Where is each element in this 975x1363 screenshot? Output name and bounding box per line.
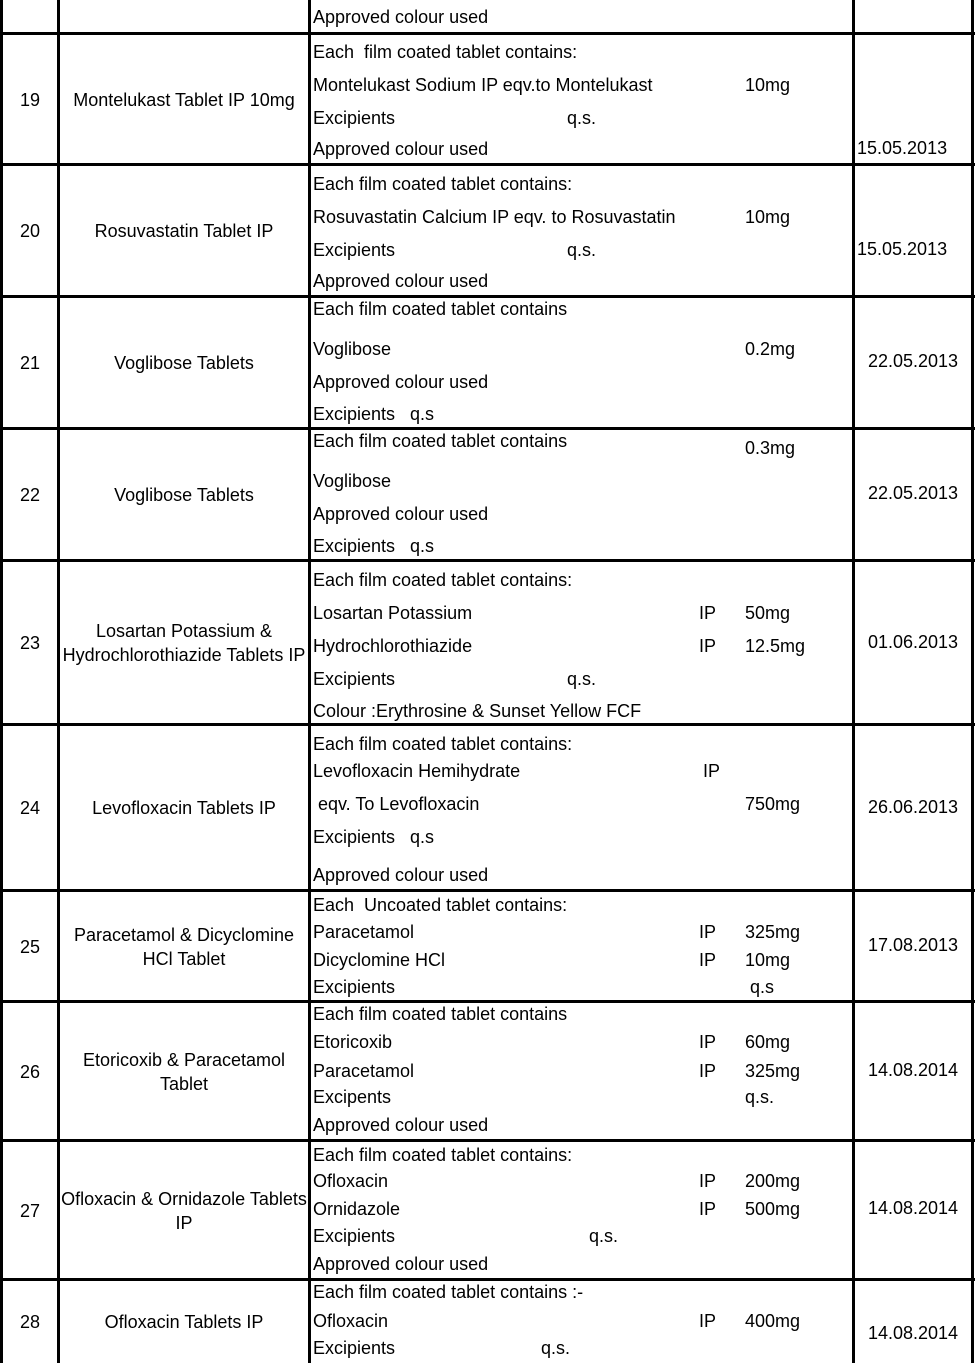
approval-date: 15.05.2013: [857, 239, 948, 259]
strength-value: q.s: [750, 977, 775, 997]
product-name: Rosuvastatin Tablet IP: [94, 221, 274, 241]
product-name: Levofloxacin Tablets IP: [92, 798, 276, 818]
pharmacopoeia-mark: IP: [699, 1032, 717, 1052]
composition-line: Each film coated tablet contains:: [313, 1145, 573, 1165]
composition-line: Excipients: [313, 977, 396, 997]
approval-date: 15.05.2013: [857, 138, 948, 158]
serial-number: 25: [19, 936, 41, 957]
quantity-sufficient: q.s.: [567, 240, 597, 260]
product-name: Etoricoxib & Paracetamol Tablet: [82, 1049, 286, 1094]
composition-line: Excipients q.s: [313, 536, 435, 556]
composition-line: Excipients q.s: [313, 404, 435, 424]
composition-line: Paracetamol: [313, 1061, 415, 1081]
serial-number: 28: [19, 1312, 41, 1332]
strength-value: 12.5mg: [745, 636, 806, 656]
table-border: [971, 0, 974, 1363]
approval-date: 14.08.2014: [867, 1323, 959, 1343]
composition-line: Voglibose: [313, 339, 392, 359]
serial-number: 20: [19, 221, 41, 241]
composition-line: Paracetamol: [313, 922, 415, 942]
serial-number: 24: [19, 798, 41, 818]
pharmacopoeia-mark: IP: [699, 950, 717, 970]
product-name: Ofloxacin & Ornidazole Tablets IP: [61, 1188, 307, 1233]
composition-line: Hydrochlorothiazide: [313, 636, 473, 656]
composition-line: Approved colour used: [313, 865, 489, 885]
pharmacopoeia-mark: IP: [699, 1171, 717, 1191]
serial-number: 26: [19, 1061, 41, 1082]
pharmacopoeia-mark: IP: [699, 603, 717, 623]
composition-line: Each film coated tablet contains: [313, 299, 568, 319]
strength-value: 0.3mg: [745, 438, 796, 458]
serial-number: 23: [19, 633, 41, 653]
composition-line: Excipients: [313, 108, 396, 128]
quantity-sufficient: q.s.: [567, 108, 597, 128]
strength-value: 50mg: [745, 603, 791, 623]
composition-line: Excipients: [313, 669, 396, 689]
pharmacopoeia-mark: IP: [703, 761, 721, 781]
product-name: Paracetamol & Dicyclomine HCl Tablet: [73, 924, 295, 969]
composition-line: Approved colour used: [313, 1115, 489, 1135]
composition-line: Losartan Potassium: [313, 603, 473, 623]
composition-line: Rosuvastatin Calcium IP eqv. to Rosuvastatin: [313, 207, 676, 227]
composition-line: Each film coated tablet contains: [313, 431, 568, 451]
composition-line: Ornidazole: [313, 1199, 401, 1219]
composition-line: Dicyclomine HCl: [313, 950, 446, 970]
composition-line: Etoricoxib: [313, 1032, 393, 1052]
approval-date: 01.06.2013: [867, 632, 959, 652]
composition-line: eqv. To Levofloxacin: [313, 794, 480, 814]
composition-line: Approved colour used: [313, 139, 489, 159]
composition-line: Approved colour used: [313, 271, 489, 291]
composition-line: Voglibose: [313, 471, 392, 491]
approval-date: 22.05.2013: [867, 351, 959, 371]
composition-line: Each Uncoated tablet contains:: [313, 895, 568, 915]
approval-date: 14.08.2014: [867, 1060, 959, 1080]
strength-value: q.s.: [745, 1087, 775, 1107]
strength-value: 10mg: [745, 207, 791, 227]
product-name: Montelukast Tablet IP 10mg: [73, 89, 295, 110]
product-name: Ofloxacin Tablets IP: [104, 1312, 264, 1332]
strength-value: 400mg: [745, 1311, 801, 1331]
pharmacopoeia-mark: IP: [699, 1061, 717, 1081]
strength-value: 325mg: [745, 922, 801, 942]
product-name: Voglibose Tablets: [114, 353, 254, 373]
composition-line: Each film coated tablet contains:: [313, 42, 578, 62]
product-name: Losartan Potassium & Hydrochlorothiazide Tablets IP: [62, 621, 306, 665]
composition-line: Approved colour used: [313, 1254, 489, 1274]
composition-line: Ofloxacin: [313, 1171, 389, 1191]
quantity-sufficient: q.s.: [567, 669, 597, 689]
composition-line: Excipients: [313, 240, 396, 260]
approval-date: 22.05.2013: [867, 483, 959, 503]
composition-line: Excipients: [313, 1338, 396, 1358]
approval-date: 26.06.2013: [867, 797, 959, 817]
composition-line: Each film coated tablet contains: [313, 1004, 568, 1024]
product-name: Voglibose Tablets: [114, 485, 254, 505]
composition-line: Excipients q.s: [313, 827, 435, 847]
pharmacopoeia-mark: IP: [699, 1311, 717, 1331]
strength-value: 10mg: [745, 950, 791, 970]
pharmacopoeia-mark: IP: [699, 922, 717, 942]
serial-number: 27: [19, 1200, 41, 1221]
composition-line: Excipents: [313, 1087, 392, 1107]
composition-line: Montelukast Sodium IP eqv.to Montelukast: [313, 75, 653, 95]
pharmacopoeia-mark: IP: [699, 1199, 717, 1219]
approval-date: 14.08.2014: [867, 1198, 959, 1218]
composition-line: Ofloxacin: [313, 1311, 389, 1331]
quantity-sufficient: q.s.: [589, 1226, 619, 1246]
strength-value: 0.2mg: [745, 339, 796, 359]
composition-line: Approved colour used: [313, 7, 489, 27]
quantity-sufficient: q.s.: [541, 1338, 571, 1358]
strength-value: 325mg: [745, 1061, 801, 1081]
pharmacopoeia-mark: IP: [699, 636, 717, 656]
serial-number: 22: [19, 485, 41, 505]
composition-line: Levofloxacin Hemihydrate: [313, 761, 521, 781]
strength-value: 750mg: [745, 794, 801, 814]
strength-value: 10mg: [745, 75, 791, 95]
column-divider: [852, 0, 855, 1363]
serial-number: 21: [19, 353, 41, 373]
strength-value: 200mg: [745, 1171, 801, 1191]
composition-line: Colour :Erythrosine & Sunset Yellow FCF: [313, 701, 642, 721]
strength-value: 500mg: [745, 1199, 801, 1219]
strength-value: 60mg: [745, 1032, 791, 1052]
approval-date: 17.08.2013: [867, 935, 959, 955]
composition-line: Excipients: [313, 1226, 396, 1246]
composition-line: Each film coated tablet contains:: [313, 570, 573, 590]
composition-line: Each film coated tablet contains:: [313, 734, 573, 754]
composition-line: Approved colour used: [313, 504, 489, 524]
composition-line: Each film coated tablet contains :-: [313, 1282, 584, 1302]
composition-line: Each film coated tablet contains:: [313, 174, 573, 194]
column-divider: [308, 0, 311, 1363]
serial-number: 19: [19, 89, 41, 110]
composition-line: Approved colour used: [313, 372, 489, 392]
